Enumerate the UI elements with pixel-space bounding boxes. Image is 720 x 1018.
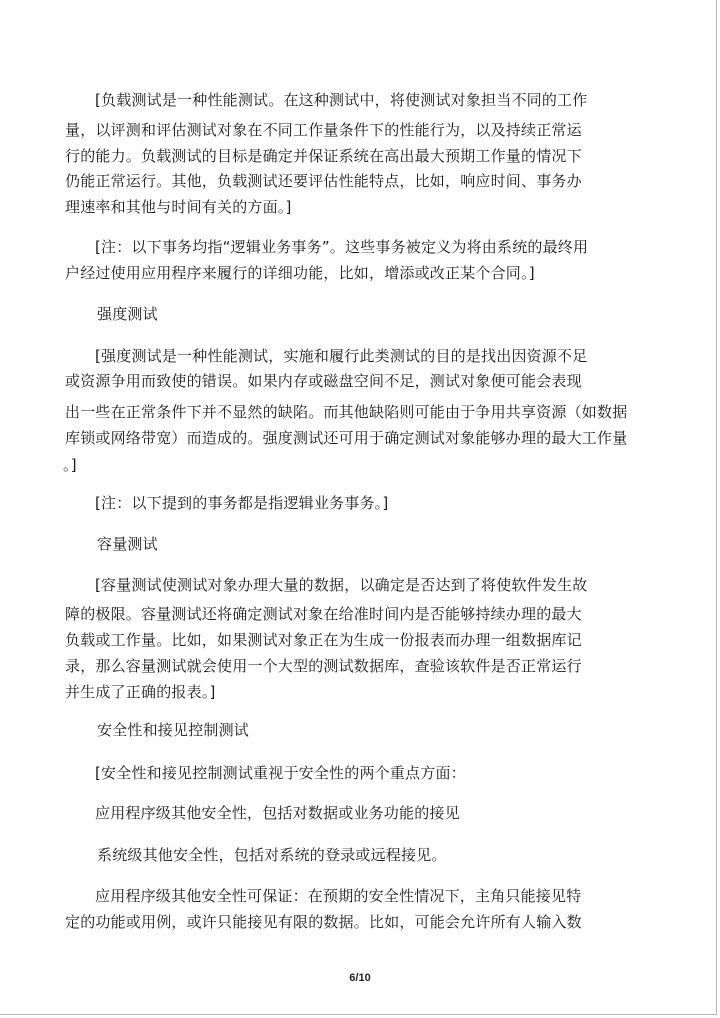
text-line: [注：以下提到的事务都是指逻辑业务事务。] [95,494,389,512]
text-line: [容量测试使测试对象办理大量的数据，以确定是否达到了将使软件发生故 [95,576,588,594]
text-line: [负载测试是一种性能测试。在这种测试中，将使测试对象担当不同的工作 [95,91,588,109]
text-line: [注：以下事务均指“逻辑业务事务”。这些事务被定义为将由系统的最终用 [95,238,589,256]
text-line: 理速率和其他与时间有关的方面。] [65,198,292,216]
text-line: [强度测试是一种性能测试，实施和履行此类测试的目的是找出因资源不足 [95,347,588,365]
section-heading: 容量测试 [97,535,158,553]
text-line: 并生成了正确的报表。] [65,683,216,701]
text-line: 。] [63,456,77,474]
text-line: 应用程序级其他安全性，包括对数据或业务功能的接见 [95,804,460,822]
text-line: 仍能正常运行。其他，负载测试还要评估性能特点，比如，响应时间、事务办 [65,172,582,190]
text-line: 障的极限。容量测试还将确定测试对象在给准时间内是否能够持续办理的最大 [65,605,582,623]
text-line: [安全性和接见控制测试重视于安全性的两个重点方面： [95,764,466,782]
text-line: 户经过使用应用程序来履行的详细功能，比如，增添或改正某个合同。] [65,264,535,282]
page-number: 6/10 [349,972,371,984]
text-line: 库锁或网络带宽）而造成的。强度测试还可用于确定测试对象能够办理的最大工作量 [65,429,628,447]
text-line: 负载或工作量。比如，如果测试对象正在为生成一份报表而办理一组数据库记 [65,631,582,649]
text-line: 定的功能或用例，或许只能接见有限的数据。比如，可能会允许所有人输入数 [65,913,582,931]
text-line: 录，那么容量测试就会使用一个大型的测试数据库，查验该软件是否正常运行 [65,657,582,675]
text-line: 系统级其他安全性，包括对系统的登录或远程接见。 [97,846,447,864]
text-line: 出一些在正常条件下并不显然的缺陷。而其他缺陷则可能由于争用共享资源（如数据 [65,403,628,421]
section-heading: 安全性和接见控制测试 [97,721,250,739]
section-heading: 强度测试 [97,305,158,323]
text-line: 行的能力。负载测试的目标是确定并保证系统在高出最大预期工作量的情况下 [65,147,582,165]
text-line: 量，以评测和评估测试对象在不同工作量条件下的性能行为，以及持续正常运 [65,121,582,139]
text-line: 应用程序级其他安全性可保证：在预期的安全性情况下，主角只能接见特 [95,887,582,905]
text-line: 或资源争用而致使的错误。如果内存或磁盘空间不足，测试对象便可能会表现 [65,372,582,390]
